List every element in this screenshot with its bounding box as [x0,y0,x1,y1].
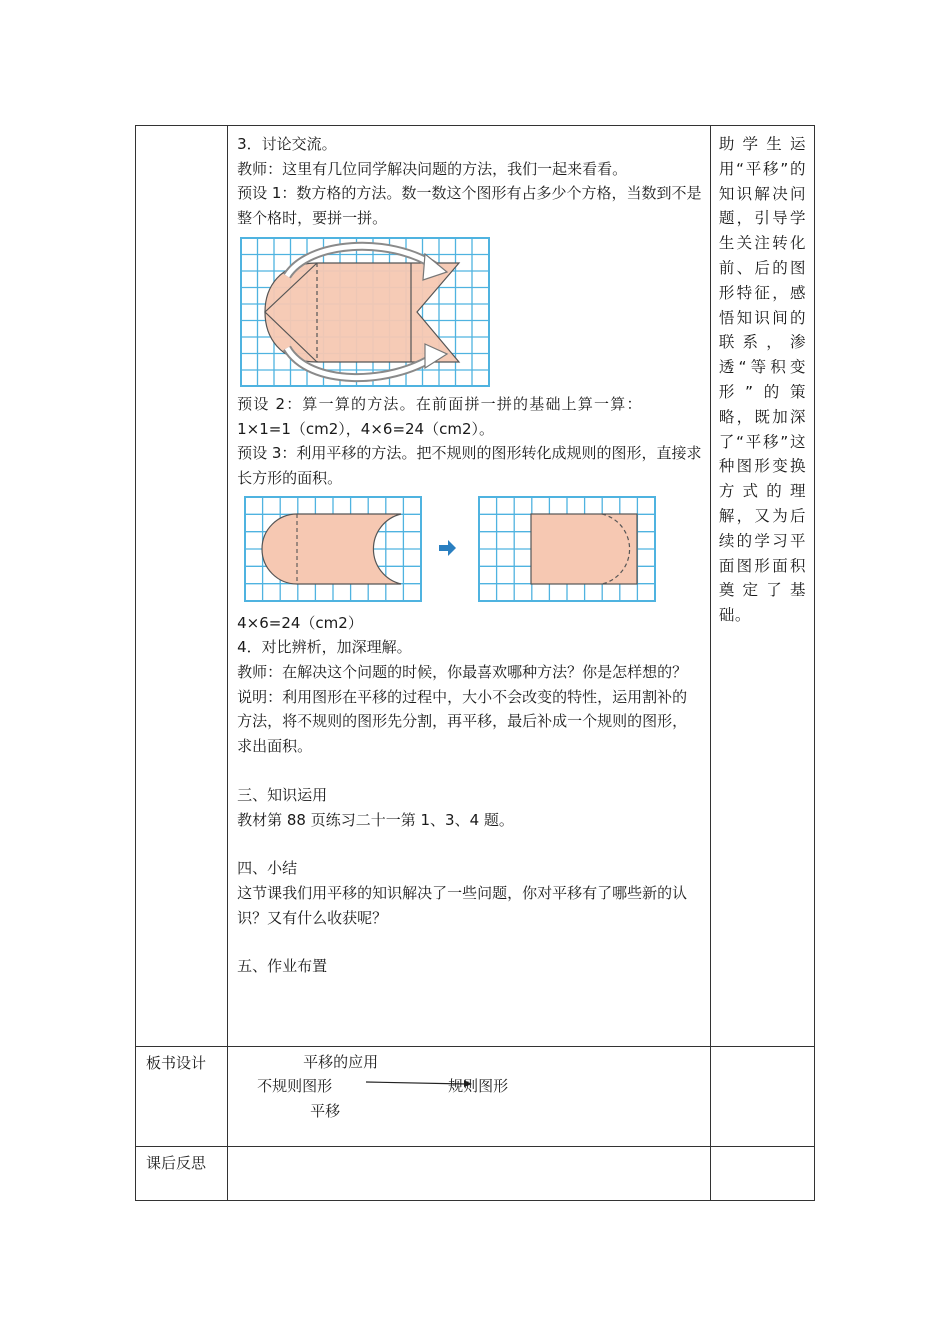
section-3-title: 三、知识运用 [237,785,328,804]
board-design-empty [710,1047,814,1147]
section-5-title: 五、作业布置 [237,957,328,976]
board-design-label: 板书设计 [136,1047,228,1147]
step-3-heading: 3．讨论交流。 [237,135,337,153]
reflection-label: 课后反思 [136,1147,228,1201]
board-under: 平移 [310,1102,341,1120]
grid-counting-figure [239,236,491,388]
preset-2: 预设 2：算一算的方法。在前面拼一拼的基础上算一算： [237,394,643,413]
reflection-cell [228,1147,711,1201]
process-row [136,126,815,1047]
explanation: 说明：利用图形在平移的过程中，大小不会改变的特性，运用割补的方法，将不规则的图形先分割，再平移，最后补成一个规则的图形，求出面积。 [237,687,688,756]
lesson-plan-table [135,125,815,1201]
result-line: 4×6=24（cm2） [237,613,363,632]
board-right: 规则图形 [448,1077,509,1095]
board-left: 不规则图形 [257,1077,333,1095]
teaching-process-cell [228,126,711,1047]
section-4-title: 四、小结 [237,859,298,878]
board-design-row [136,1047,815,1147]
board-title: 平移的应用 [303,1053,379,1071]
section-4-text: 这节课我们用平移的知识解决了一些问题，你对平移有了哪些新的认识？又有什么收获呢？ [237,883,688,927]
right-rectangle [531,514,637,584]
reflection-row [136,1147,815,1201]
design-intent-text: 助学生运用“平移”的知识解决问题，引导学生关注转化前、后的图形特征，感悟知识间的联系，渗透“等积变形”的策略，既加深了“平移”这种图形变换方式的理解，又为后续的学习平面图形面积奠定了基础。 [718,135,806,625]
teacher-line-2: 教师：在解决这个问题的时候，你最喜欢哪种方法？你是怎样想的？ [237,663,688,682]
calculation-line: 1×1=1（cm2），4×6=24（cm2）。 [237,419,495,438]
preset-1: 预设 1：数方格的方法。数一数这个图形有占多少个方格，当数到不是整个格时，要拼一拼。 [237,184,702,228]
translation-figure [243,495,663,605]
board-design-cell [228,1047,711,1147]
reflection-empty [710,1147,814,1201]
design-intent-cell [710,126,814,1047]
teacher-line-1: 教师：这里有几位同学解决问题的方法，我们一起来看看。 [237,159,628,178]
preset-3: 预设 3：利用平移的方法。把不规则的图形转化成规则的图形，直接求长方形的面积。 [237,444,702,487]
section-3-text: 教材第 88 页练习二十一第 1、3、4 题。 [237,810,514,829]
empty-label-cell [136,126,228,1047]
step-4-heading: 4．对比辨析，加深理解。 [237,638,412,657]
